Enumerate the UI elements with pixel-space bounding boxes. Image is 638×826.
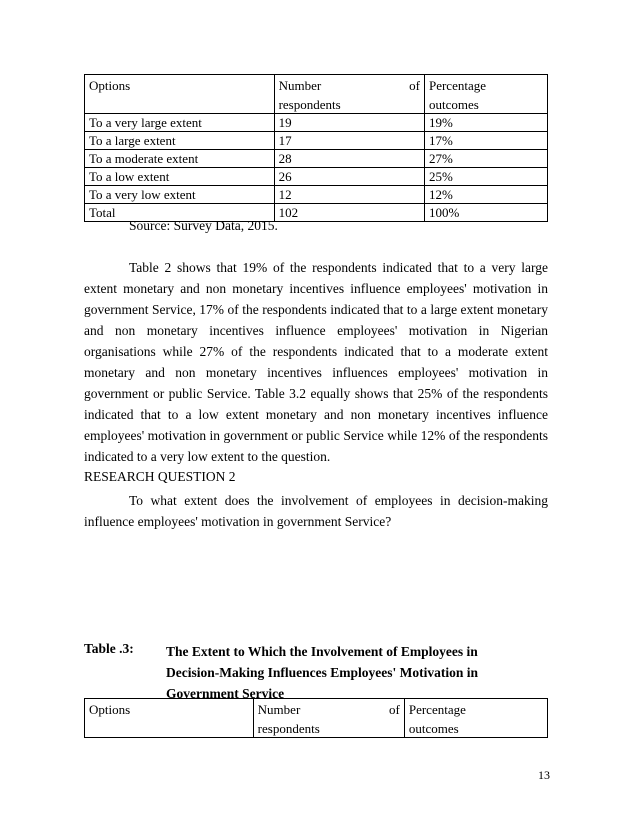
row-option: To a large extent [85, 132, 275, 150]
row-number: 26 [274, 168, 424, 186]
table-header-row [85, 699, 548, 738]
table-3-label: Table .3: [84, 641, 134, 656]
table-row [85, 132, 548, 150]
row-option: To a very low extent [85, 186, 275, 204]
header-percentage: Percentage outcomes [404, 699, 547, 738]
table-row [85, 168, 548, 186]
row-number: 12 [274, 186, 424, 204]
row-percentage: 100% [424, 204, 547, 222]
research-question-heading: RESEARCH QUESTION 2 [84, 469, 236, 484]
header-options: Options [85, 75, 275, 114]
row-number: 19 [274, 114, 424, 132]
research-question-text: To what extent does the involvement of employees in decision-making influence employees' motivation in government Service? [84, 493, 548, 529]
table-row [85, 186, 548, 204]
analysis-paragraph: Table 2 shows that 19% of the respondents indicated that to a very large extent monetary and non monetary incentives influence employees' motivation in government Service, 17% of the respondents indicated that to a large extent monetary and non monetary incentives influence employees' motivation in Nigerian organisations while 27% of the respondents indicated that to a moderate extent monetary and non monetary incentives influences employees' motivation in government or public Service. Table 3.2 equally shows that 25% of the respondents indicated that to a low extent monetary and non monetary incentives influence employees' motivation in government or public Service while 12% of the respondents indicated to a very low extent to the question. [84, 260, 548, 464]
row-percentage: 25% [424, 168, 547, 186]
row-option: Total [85, 204, 275, 222]
table-row [85, 114, 548, 132]
row-option: To a low extent [85, 168, 275, 186]
table-row [85, 150, 548, 168]
page-number: 13 [538, 768, 550, 782]
header-options: Options [85, 699, 254, 738]
table-source: Source: Survey Data, 2015. [129, 218, 278, 233]
header-number: Number of respondents [253, 699, 404, 738]
header-percentage: Percentage outcomes [424, 75, 547, 114]
table-3 [84, 698, 548, 738]
row-number: 17 [274, 132, 424, 150]
row-percentage: 27% [424, 150, 547, 168]
row-percentage: 17% [424, 132, 547, 150]
row-percentage: 12% [424, 186, 547, 204]
table-3-caption: The Extent to Which the Involvement of Employees in Decision-Making Influences Employees' Motivation in Government Service [166, 644, 479, 701]
row-percentage: 19% [424, 114, 547, 132]
row-number: 102 [274, 204, 424, 222]
table-2 [84, 74, 548, 222]
header-number: Number of respondents [274, 75, 424, 114]
row-option: To a very large extent [85, 114, 275, 132]
row-option: To a moderate extent [85, 150, 275, 168]
table-header-row [85, 75, 548, 114]
row-number: 28 [274, 150, 424, 168]
